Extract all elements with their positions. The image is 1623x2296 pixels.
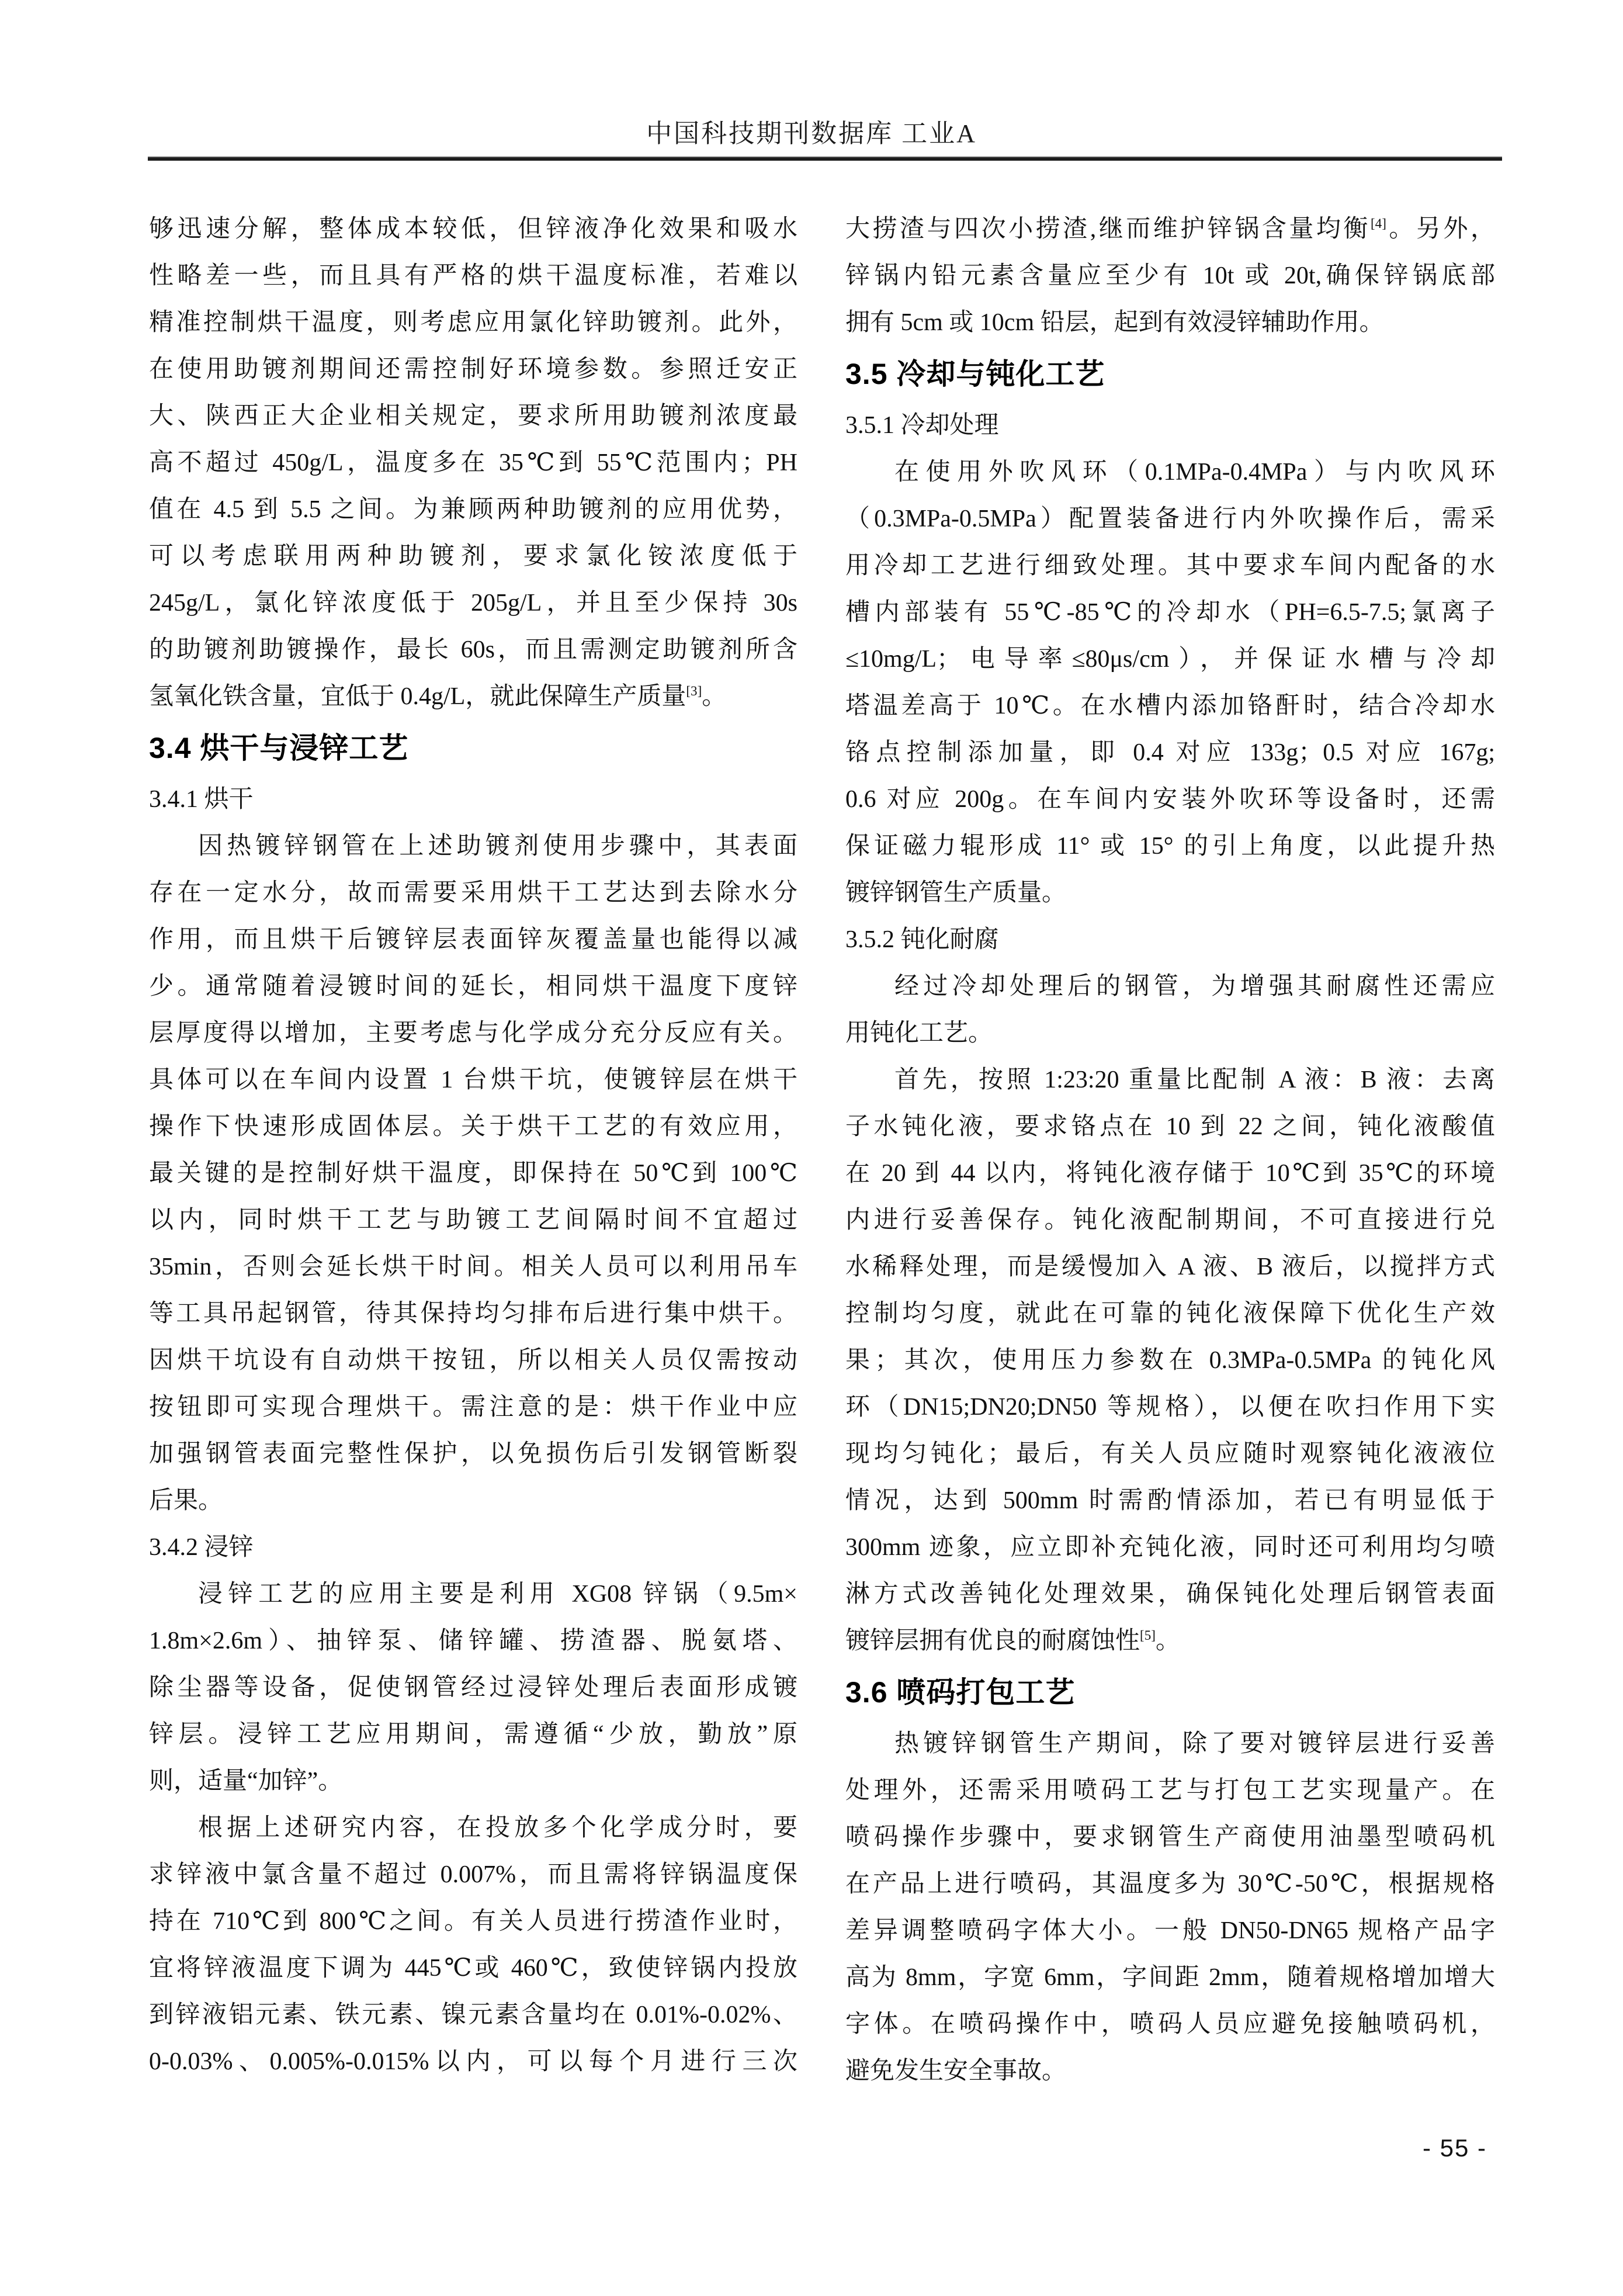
text-line: 持在 710℃到 800℃之间。有关人员进行捞渣作业时， [149, 1908, 797, 1935]
subsection-heading: 3.4.2 浸锌 [149, 1534, 254, 1561]
text-line: 铬点控制添加量，即 0.4 对应 133g；0.5 对应 167g; [845, 739, 1495, 766]
text-line: 环（DN15;DN20;DN50 等规格），以便在吹扫作用下实 [845, 1394, 1495, 1421]
text-line: 用冷却工艺进行细致处理。其中要求车间内配备的水 [845, 552, 1495, 579]
text-line: 求锌液中氯含量不超过 0.007%，而且需将锌锅温度保 [149, 1861, 797, 1888]
text-line: 性略差一些，而且具有严格的烘干温度标准，若难以 [149, 262, 797, 289]
text-line: 具体可以在车间内设置 1 台烘干坑，使镀锌层在烘干 [149, 1066, 797, 1093]
text-line: 高不超过 450g/L，温度多在 35℃到 55℃范围内；PH [149, 449, 797, 476]
text-line: 少。通常随着浸镀时间的延长，相同烘干温度下度锌 [149, 973, 797, 1000]
text-line: 内进行妥善保存。钝化液配制期间，不可直接进行兑 [845, 1207, 1495, 1234]
text-line: 则，适量“加锌”。 [149, 1768, 343, 1795]
text-line: （0.3MPa-0.5MPa）配置装备进行内外吹操作后，需采 [845, 505, 1495, 532]
subsection-heading: 3.4.1 烘干 [149, 786, 254, 813]
text-line: 大捞渣与四次小捞渣,继而维护锌锅含量均衡[4]。另外， [845, 216, 1495, 243]
subsection-heading: 3.5.1 冷却处理 [845, 412, 999, 439]
text-line: 0-0.03%、0.005%-0.015%以内，可以每个月进行三次 [149, 2048, 797, 2075]
text-line: 差异调整喷码字体大小。一般 DN50-DN65 规格产品字 [845, 1917, 1495, 1944]
text-line: 首先，按照 1:23:20 重量比配制 A 液：B 液：去离 [894, 1066, 1495, 1093]
text-line: 300mm 迹象，应立即补充钝化液，同时还可利用均匀喷 [845, 1534, 1495, 1561]
header-rule [148, 157, 1502, 161]
text-line: 可以考虑联用两种助镀剂，要求氯化铵浓度低于 [149, 543, 797, 570]
text-line: 值在 4.5 到 5.5 之间。为兼顾两种助镀剂的应用优势， [149, 496, 797, 523]
text-line: 最关键的是控制好烘干温度，即保持在 50℃到 100℃ [149, 1160, 797, 1187]
text-line: 大、陕西正大企业相关规定，要求所用助镀剂浓度最 [149, 403, 797, 430]
text-line: 在使用助镀剂期间还需控制好环境参数。参照迁安正 [149, 356, 797, 383]
text-line: 镀锌钢管生产质量。 [845, 879, 1067, 906]
text-line: 镀锌层拥有优良的耐腐蚀性[5]。 [845, 1627, 1180, 1654]
section-heading: 3.5 冷却与钝化工艺 [845, 358, 1105, 390]
text-line: 水稀释处理，而是缓慢加入 A 液、B 液后，以搅拌方式 [845, 1253, 1495, 1280]
citation-ref: [4] [1370, 216, 1386, 231]
text-line: 按钮即可实现合理烘干。需注意的是：烘干作业中应 [149, 1394, 797, 1421]
text-line: 35min，否则会延长烘干时间。相关人员可以利用吊车 [149, 1253, 797, 1280]
text-line: 作用，而且烘干后镀锌层表面锌灰覆盖量也能得以减 [149, 926, 797, 953]
text-line: 热镀锌钢管生产期间，除了要对镀锌层进行妥善 [894, 1730, 1495, 1757]
text-line: 除尘器等设备，促使钢管经过浸锌处理后表面形成镀 [149, 1674, 797, 1701]
text-line: 锌层。浸锌工艺应用期间，需遵循“少放，勤放”原 [149, 1721, 797, 1748]
text-line: 层厚度得以增加，主要考虑与化学成分充分反应有关。 [149, 1020, 797, 1047]
text-line: 锌锅内铅元素含量应至少有 10t 或 20t,确保锌锅底部 [845, 262, 1495, 289]
section-heading: 3.4 烘干与浸锌工艺 [149, 732, 409, 764]
text-line: 操作下快速形成固体层。关于烘干工艺的有效应用， [149, 1113, 797, 1140]
text-line: 子水钝化液，要求铬点在 10 到 22 之间，钝化液酸值 [845, 1113, 1495, 1140]
text-line: 精准控制烘干温度，则考虑应用氯化锌助镀剂。此外， [149, 309, 797, 336]
text-line: 避免发生安全事故。 [845, 2058, 1067, 2084]
text-line: 1.8m×2.6m）、抽锌泵、储锌罐、捞渣器、脱氨塔、 [149, 1627, 797, 1654]
subsection-heading: 3.5.2 钝化耐腐 [845, 926, 999, 953]
text-line: 因烘干坑设有自动烘干按钮，所以相关人员仅需按动 [149, 1347, 797, 1374]
text-line: 用钝化工艺。 [845, 1020, 993, 1047]
section-heading: 3.6 喷码打包工艺 [845, 1676, 1076, 1709]
text-line: 后果。 [149, 1487, 223, 1514]
text-line: 浸锌工艺的应用主要是利用 XG08 锌锅（9.5m× [198, 1581, 797, 1608]
text-line: 淋方式改善钝化处理效果，确保钝化处理后钢管表面 [845, 1581, 1495, 1608]
text-line: 的助镀剂助镀操作，最长 60s，而且需测定助镀剂所含 [149, 636, 797, 663]
journal-header-title: 中国科技期刊数据库 工业A [646, 119, 977, 148]
text-line: 以内，同时烘干工艺与助镀工艺间隔时间不宜超过 [149, 1207, 797, 1234]
citation-ref: [5] [1140, 1627, 1156, 1643]
page-number: - 55 - [1422, 2134, 1487, 2162]
text-line: 宜将锌液温度下调为 445℃或 460℃，致使锌锅内投放 [149, 1955, 797, 1982]
text-line: ≤10mg/L；电导率≤80μs/cm），并保证水槽与冷却 [845, 646, 1495, 673]
text-line: 字体。在喷码操作中，喷码人员应避免接触喷码机， [845, 2011, 1495, 2038]
text-line: 槽内部装有 55℃-85℃的冷却水（PH=6.5-7.5;氯离子 [845, 599, 1495, 626]
text-line: 情况，达到 500mm 时需酌情添加，若已有明显低于 [845, 1487, 1495, 1514]
text-line: 够迅速分解，整体成本较低，但锌液净化效果和吸水 [149, 216, 797, 243]
text-line: 控制均匀度，就此在可靠的钝化液保障下优化生产效 [845, 1300, 1495, 1327]
left-text-column [149, 206, 797, 2085]
text-line: 经过冷却处理后的钢管，为增强其耐腐性还需应 [894, 973, 1495, 1000]
text-line: 果；其次，使用压力参数在 0.3MPa-0.5MPa 的钝化风 [845, 1347, 1495, 1374]
text-line: 拥有 5cm 或 10cm 铅层，起到有效浸锌辅助作用。 [845, 309, 1384, 336]
text-line: 塔温差高于 10℃。在水槽内添加铬酐时，结合冷却水 [845, 692, 1495, 719]
text-line: 根据上述研究内容，在投放多个化学成分时，要 [198, 1814, 797, 1841]
text-line: 在使用外吹风环（0.1MPa-0.4MPa）与内吹风环 [894, 459, 1495, 486]
text-line: 245g/L，氯化锌浓度低于 205g/L，并且至少保持 30s [149, 590, 797, 617]
text-line: 现均匀钝化；最后，有关人员应随时观察钝化液液位 [845, 1440, 1495, 1467]
text-line: 存在一定水分，故而需要采用烘干工艺达到去除水分 [149, 879, 797, 906]
text-line: 氢氧化铁含量，宜低于 0.4g/L，就此保障生产质量[3]。 [149, 683, 727, 710]
text-line: 喷码操作步骤中，要求钢管生产商使用油墨型喷码机 [845, 1824, 1495, 1851]
text-line: 0.6 对应 200g。在车间内安装外吹环等设备时，还需 [845, 786, 1495, 813]
text-line: 到锌液铝元素、铁元素、镍元素含量均在 0.01%-0.02%、 [149, 2001, 797, 2028]
citation-ref: [3] [686, 683, 702, 698]
text-line: 在 20 到 44 以内，将钝化液存储于 10℃到 35℃的环境 [845, 1160, 1495, 1187]
text-line: 加强钢管表面完整性保护，以免损伤后引发钢管断裂 [149, 1440, 797, 1467]
text-line: 因热镀锌钢管在上述助镀剂使用步骤中，其表面 [198, 833, 797, 860]
right-text-column [845, 206, 1495, 2094]
text-line: 保证磁力辊形成 11° 或 15° 的引上角度，以此提升热 [845, 833, 1495, 860]
text-line: 在产品上进行喷码，其温度多为 30℃-50℃，根据规格 [845, 1871, 1495, 1897]
text-line: 处理外，还需采用喷码工艺与打包工艺实现量产。在 [845, 1777, 1495, 1804]
text-line: 等工具吊起钢管，待其保持均匀排布后进行集中烘干。 [149, 1300, 797, 1327]
text-line: 高为 8mm，字宽 6mm，字间距 2mm，随着规格增加增大 [845, 1964, 1495, 1991]
